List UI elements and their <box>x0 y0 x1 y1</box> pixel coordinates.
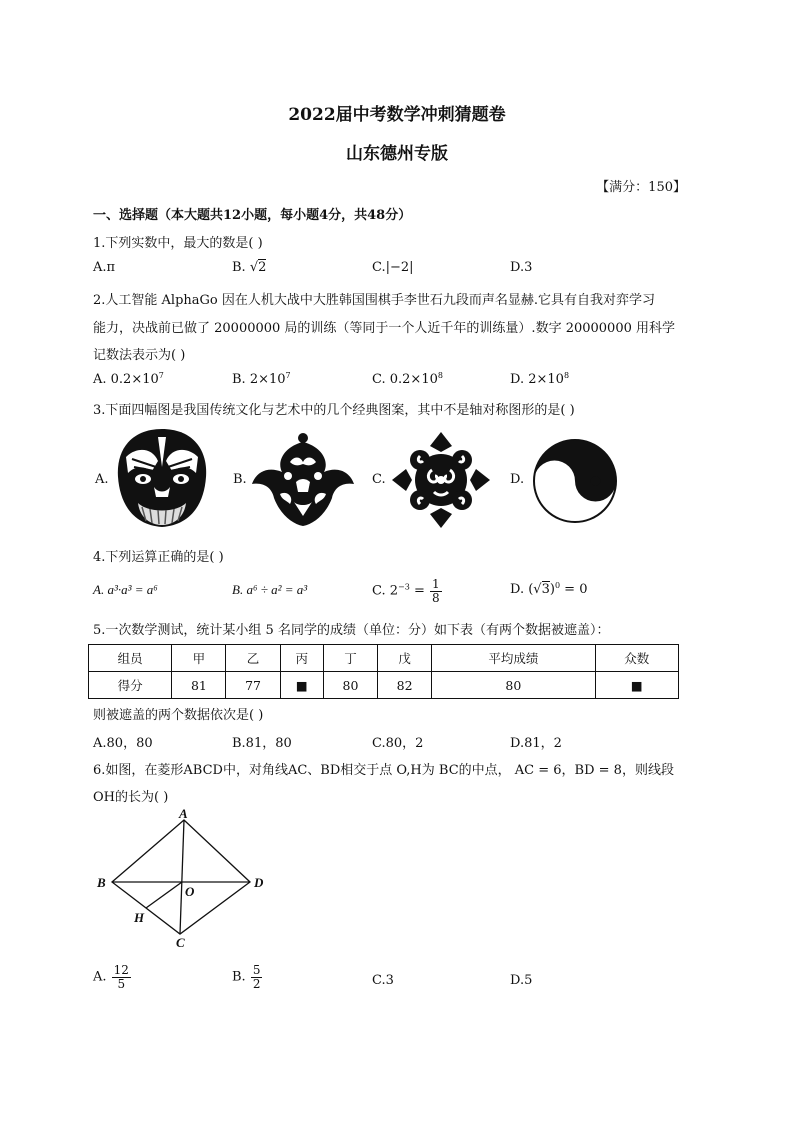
q3-option-a-label: A. <box>95 472 109 487</box>
table-header-cell: 戊 <box>378 645 432 672</box>
q1-stem: 1.下列实数中，最大的数是( ) <box>93 236 263 251</box>
q1-option-d: D.3 <box>510 260 533 275</box>
table-header-cell: 乙 <box>226 645 280 672</box>
q3-option-b-label: B. <box>233 472 247 487</box>
fraction-denominator: 8 <box>432 590 440 605</box>
fraction-numerator: 5 <box>252 963 261 977</box>
q6-option-d: D.5 <box>510 973 533 988</box>
q4-option-d <box>510 582 587 597</box>
q4-option-c-exp: −3 <box>398 582 410 592</box>
q2-option-b <box>232 372 291 387</box>
segment-oh <box>146 882 182 908</box>
yin-yang-image <box>532 438 618 524</box>
score-table <box>88 644 679 699</box>
pattern-c-image <box>390 430 492 530</box>
q3-option-c-label: C. <box>372 472 386 487</box>
q2-option-c-base: C. 0.2×10 <box>372 372 438 387</box>
q4-option-d-prefix: D. ( <box>510 582 534 597</box>
pattern-b-image <box>250 432 356 528</box>
q2-option-a-exp: 7 <box>158 371 164 380</box>
q4-option-c <box>372 578 443 604</box>
q1-option-b-prefix: B. <box>232 260 250 275</box>
q4-option-c-base: C. 2 <box>372 583 399 599</box>
table-row <box>89 645 679 672</box>
point-label-o: O <box>185 884 195 899</box>
q4-stem: 4.下列运算正确的是( ) <box>93 550 224 565</box>
table-cell: 82 <box>378 672 432 699</box>
table-header-cell: 甲 <box>172 645 226 672</box>
fraction-denominator: 2 <box>252 976 261 991</box>
q6-option-b <box>232 964 263 990</box>
table-cell: 得分 <box>89 672 172 699</box>
page-title: 2022届中考数学冲刺猜题卷 <box>288 105 506 125</box>
q6-option-a-prefix: A. <box>93 969 111 985</box>
q5-option-b: B.81，80 <box>232 736 292 751</box>
q5-stem: 5.一次数学测试，统计某小组 5 名同学的成绩（单位：分）如下表（有两个数据被遮盖）： <box>93 623 610 638</box>
table-cell: 81 <box>172 672 226 699</box>
section-heading: 一、选择题（本大题共12小题，每小题4分，共48分） <box>93 208 412 223</box>
fraction-denominator: 5 <box>117 976 126 991</box>
q3-option-d-label: D. <box>510 472 525 487</box>
q4-option-c-fraction <box>430 578 442 604</box>
q1-option-b <box>232 260 266 275</box>
vertex-label-c: C <box>176 935 185 950</box>
q1-option-a: A.π <box>93 260 116 275</box>
q4-option-a: A. a³·a³ = a⁶ <box>93 582 158 597</box>
point-label-h: H <box>134 910 145 925</box>
opera-mask-image <box>112 427 212 529</box>
q5-option-d: D.81，2 <box>510 736 562 751</box>
table-header-cell: 众数 <box>595 645 678 672</box>
table-header-cell: 丙 <box>280 645 323 672</box>
table-header-cell: 丁 <box>323 645 377 672</box>
q2-line-2: 能力，决战前已做了 20000000 局的训练（等同于一个人近千年的训练量）.数字 20000000 用科学 <box>93 321 675 336</box>
vertex-label-d: D <box>254 875 264 890</box>
table-cell: ■ <box>280 672 323 699</box>
q4-option-d-exp: 0 <box>554 581 561 590</box>
sqrt-icon: √ <box>533 582 542 597</box>
q6-option-b-prefix: B. <box>232 969 250 985</box>
table-cell: 80 <box>432 672 595 699</box>
q2-option-b-base: B. 2×10 <box>232 372 286 387</box>
vertex-label-a: A <box>179 806 188 821</box>
q2-options <box>93 372 713 390</box>
q6-line-2: OH的长为( ) <box>93 790 169 805</box>
q2-option-d-base: D. 2×10 <box>510 372 564 387</box>
full-score-label: 【满分：150】 <box>596 180 686 195</box>
q2-line-3: 记数法表示为( ) <box>93 348 186 363</box>
q1-option-b-radicand: 2 <box>258 260 267 275</box>
q4-option-d-suffix: ) <box>549 582 555 597</box>
q6-option-c: C.3 <box>372 973 394 988</box>
fraction-numerator: 12 <box>113 963 129 977</box>
table-row <box>89 672 679 699</box>
fraction-numerator: 1 <box>432 577 440 591</box>
vertex-label-b: B <box>97 875 106 890</box>
q5-options <box>93 732 713 750</box>
q4-options <box>93 578 713 612</box>
table-header-cell: 平均成绩 <box>432 645 595 672</box>
page-subtitle: 山东德州专版 <box>346 144 448 164</box>
q3-stem: 3.下面四幅图是我国传统文化与艺术中的几个经典图案，其中不是轴对称图形的是( ) <box>93 403 575 418</box>
q1-option-c: C.|−2| <box>372 260 414 275</box>
q6-options <box>93 964 713 1000</box>
q2-option-b-exp: 7 <box>285 371 291 380</box>
table-header-cell: 组员 <box>89 645 172 672</box>
table-cell: ■ <box>595 672 678 699</box>
q2-line-1: 2.人工智能 AlphaGo 因在人机大战中大胜韩国围棋手李世石九段而声名显赫.它具有自我对弈学习 <box>93 293 656 308</box>
q5-followup: 则被遮盖的两个数据依次是( ) <box>93 708 264 723</box>
q6-option-b-fraction <box>251 964 263 990</box>
diagonal-ac <box>180 820 184 934</box>
q1-options <box>93 260 713 278</box>
q2-option-a-base: A. 0.2×10 <box>93 372 159 387</box>
sqrt-icon: √ <box>249 260 259 275</box>
q4-option-c-eq: = <box>409 583 429 599</box>
q4-option-d-radicand: 3 <box>541 582 550 597</box>
q2-option-c <box>372 372 443 387</box>
q2-option-d-exp: 8 <box>563 371 570 380</box>
q5-option-c: C.80，2 <box>372 736 424 751</box>
q6-option-a <box>93 964 132 990</box>
q6-line-1: 6.如图，在菱形ABCD中，对角线AC、BD相交于点 O,H为 BC的中点， AC = 6，BD = 8，则线段 <box>93 763 674 778</box>
q5-option-a: A.80，80 <box>93 736 153 751</box>
q6-option-a-fraction <box>112 964 131 990</box>
q4-option-b: B. a⁶ ÷ a² = a³ <box>232 582 308 597</box>
table-cell: 80 <box>323 672 377 699</box>
rhombus-diagram <box>92 806 276 954</box>
q2-option-c-exp: 8 <box>437 371 443 380</box>
table-cell: 77 <box>226 672 280 699</box>
q2-option-d <box>510 372 569 387</box>
q2-option-a <box>93 372 164 387</box>
q4-option-d-eq: = 0 <box>560 582 588 597</box>
